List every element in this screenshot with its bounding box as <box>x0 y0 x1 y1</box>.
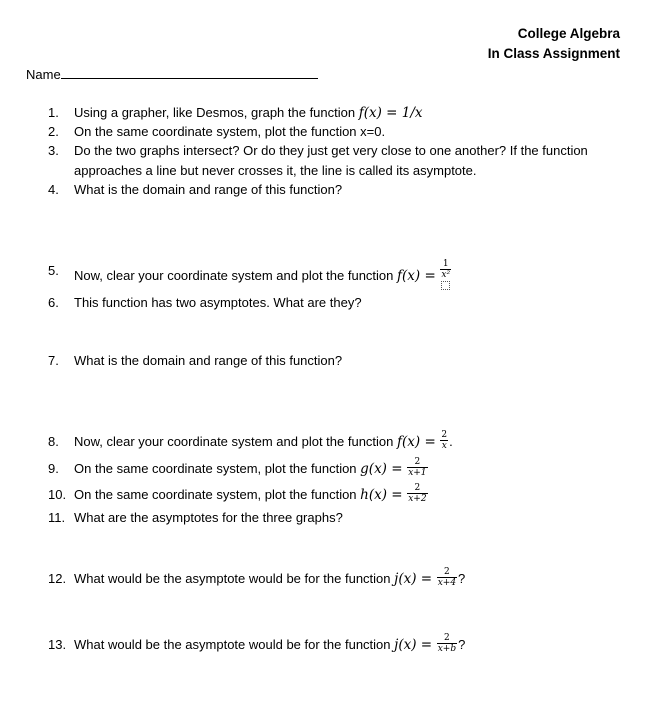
course-title: College Algebra <box>517 26 620 41</box>
placeholder-box-icon <box>441 281 450 290</box>
fraction: $\frac{2}{x}$ <box>441 430 448 452</box>
fraction: $\frac{2}{x+b}$ <box>437 633 457 655</box>
function-expression: f(x) = 1/x <box>358 105 423 121</box>
fraction: $\frac{1}{\text{x²}}$ <box>440 259 451 290</box>
fraction: $\frac{2}{x+2}$ <box>408 483 427 505</box>
name-field <box>26 66 318 82</box>
fraction: $\frac{2}{x+1}$ <box>408 457 427 479</box>
name-label: Name <box>26 67 61 82</box>
assignment-subtitle: In Class Assignment <box>487 46 620 61</box>
fraction: $\frac{2}{x+4}$ <box>437 567 457 589</box>
name-blank-line <box>61 66 318 79</box>
